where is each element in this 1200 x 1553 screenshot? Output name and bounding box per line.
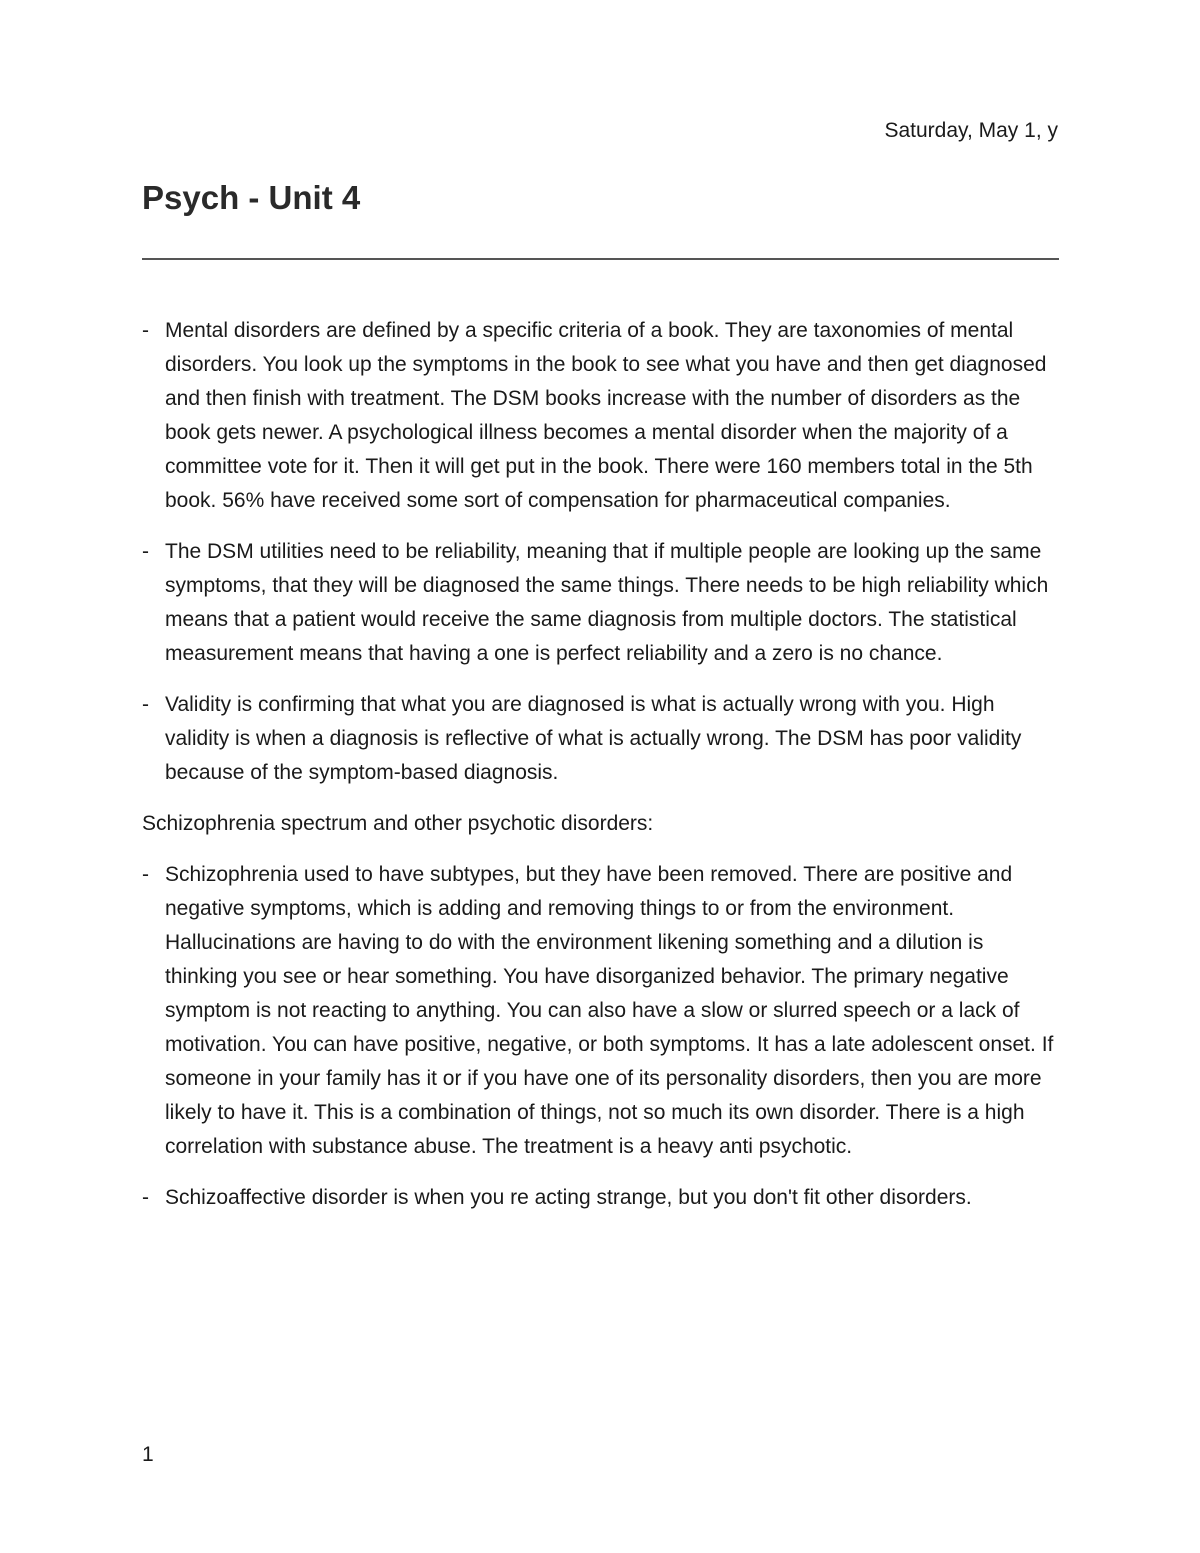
bullet-text: The DSM utilities need to be reliability, meaning that if multiple people are looking up the same symptoms, that they will be diagnosed the same things. There needs to be high reliability which means that a patient would receive the same diagnosis from multiple doctors. The statistical measurement means that having a one is perfect reliability and a zero is no chance. xyxy=(165,540,1049,665)
bullet-dash: - xyxy=(142,1186,149,1209)
section-heading-schizophrenia: Schizophrenia spectrum and other psychotic disorders: xyxy=(142,812,654,835)
bullet-item-schizoaffective xyxy=(142,1181,1059,1215)
bullet-dash: - xyxy=(142,540,149,563)
document-title: Psych - Unit 4 xyxy=(142,179,361,216)
bullet-text: Validity is confirming that what you are diagnosed is what is actually wrong with you. High validity is when a diagnosis is reflective of what is actually wrong. The DSM has poor validity because of the symptom-based diagnosis. xyxy=(165,693,1022,784)
bullet-dash: - xyxy=(142,319,149,342)
bullet-text: Mental disorders are defined by a specific criteria of a book. They are taxonomies of mental disorders. You look up the symptoms in the book to see what you have and then get diagnosed and then finish with treatment. The DSM books increase with the number of disorders as the book gets newer. A psychological illness becomes a mental disorder when the majority of a committee vote for it. Then it will get put in the book. There were 160 members total in the 5th book. 56% have received some sort of compensation for pharmaceutical companies. xyxy=(165,319,1047,512)
bullet-text: Schizophrenia used to have subtypes, but they have been removed. There are positive and negative symptoms, which is adding and removing things to or from the environment. Hallucinations are having to do with the environment likening something and a dilution is thinking you see or hear something. You have disorganized behavior. The primary negative symptom is not reacting to anything. You can also have a slow or slurred speech or a lack of motivation. You can have positive, negative, or both symptoms. It has a late adolescent onset. If someone in your family has it or if you have one of its personality disorders, then you are more likely to have it. This is a combination of things, not so much its own disorder. There is a high correlation with substance abuse. The treatment is a heavy anti psychotic. xyxy=(165,863,1054,1158)
bullet-dash: - xyxy=(142,693,149,716)
bullet-item-schizophrenia xyxy=(142,858,1059,1164)
document-date: Saturday, May 1, y xyxy=(884,119,1058,142)
bullet-item-dsm-definition xyxy=(142,314,1059,518)
bullet-text: Schizoaffective disorder is when you re acting strange, but you don't fit other disorders. xyxy=(165,1186,972,1209)
page-number: 1 xyxy=(142,1443,154,1466)
title-divider xyxy=(142,258,1059,260)
bullet-item-reliability xyxy=(142,535,1059,671)
bullet-dash: - xyxy=(142,863,149,886)
document-body xyxy=(142,314,1059,1232)
bullet-item-validity xyxy=(142,688,1059,790)
